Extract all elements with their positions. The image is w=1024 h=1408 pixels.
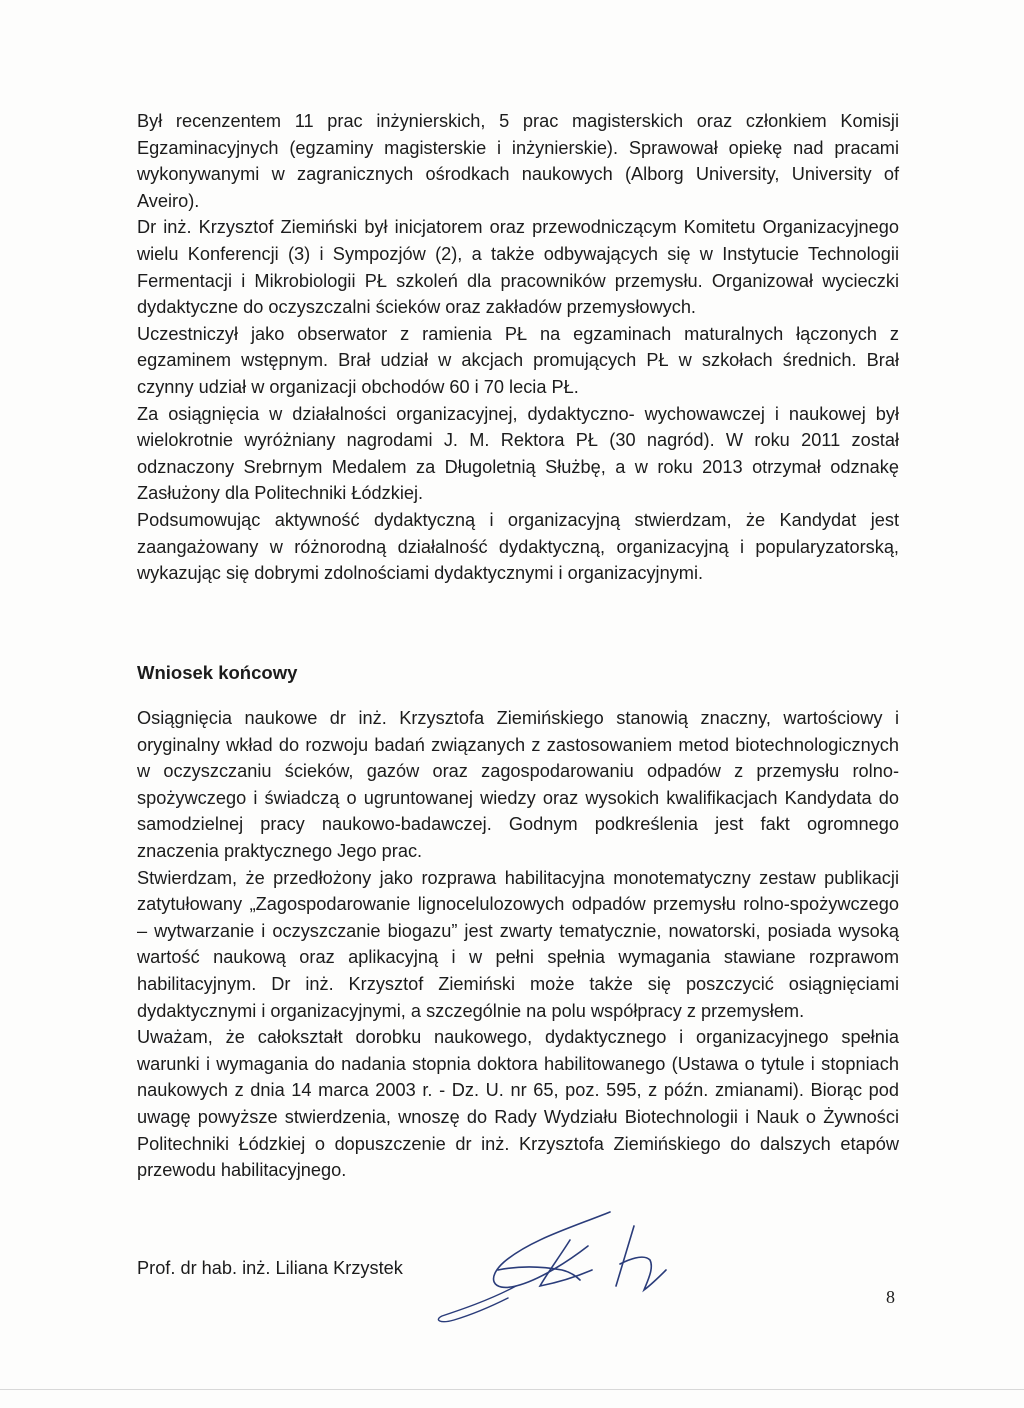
paragraph-awards: Za osiągnięcia w działalności organizacyjnej, dydaktyczno- wychowawczej i naukowej był wielokrotnie wyróżniany nagrodami J. M. Rektora PŁ (30 nagród). W roku 2011 został odznaczony Srebrnym Medalem za Długoletnią Służbę, a w roku 2013 otrzymał odznakę Zasłużony dla Politechniki Łódzkiej. <box>137 403 899 504</box>
paragraph-promotion-activity: Uczestniczył jako obserwator z ramienia PŁ na egzaminach maturalnych łączonych z egzaminem wstępnym. Brał udział w akcjach promujących PŁ w szkołach średnich. Brał czynny udział w organizacji obchodów 60 i 70 lecia PŁ. <box>137 323 899 397</box>
paragraph-scientific-achievements: Osiągnięcia naukowe dr inż. Krzysztofa Ziemińskiego stanowią znaczny, wartościowy i oryginalny wkład do rozwoju badań związanych z zastosowaniem metod biotechnologicznych w oczyszczaniu ścieków, gazów oraz zagospodarowaniu odpadów z przemysłu rolno-spożywczego i świadczą o ugruntowanej wiedzy oraz wysokich kwalifikacjach Kandydata do samodzielnej pracy naukowo-badawczej. Godnym podkreślenia jest fakt ogromnego znaczenia praktycznego Jego prac. <box>137 708 899 861</box>
conclusion-section <box>137 705 899 1184</box>
paragraph-summary: Podsumowując aktywność dydaktyczną i organizacyjną stwierdzam, że Kandydat jest zaangażowany w różnorodną działalność dydaktyczną, organizacyjną i popularyzatorską, wykazując się dobrymi zdolnościami dydaktycznymi i organizacyjnymi. <box>137 509 899 584</box>
paragraph-dissertation-assessment: Stwierdzam, że przedłożony jako rozprawa habilitacyjna monotematyczny zestaw publikacji zatytułowany „Zagospodarowanie lignocelulozowych odpadów przemysłu rolno-spożywczego – wytwarzanie i oczyszczanie biogazu” jest zwarty tematycznie, nowatorski, posiada wysoką wartość naukową oraz aplikacyjną i w pełni spełnia wymagania stawiane rozprawom habilitacyjnym. Dr inż. Krzysztof Ziemiński może także się poszczycić osiągnięciami dydaktycznymi i organizacyjnymi, a szczególnie na polu współpracy z przemysłem. <box>137 867 899 1021</box>
signatory-name: Prof. dr hab. inż. Liliana Krzystek <box>137 1258 403 1278</box>
scan-edge-line <box>0 1389 1024 1390</box>
paragraph-organizational-activity: Dr inż. Krzysztof Ziemiński był inicjatorem oraz przewodniczącym Komitetu Organizacyjnego wielu Konferencji (3) i Sympozjów (2), a także odbywających się w Instytucie Technologii Fermentacji i Mikrobiologii PŁ szkoleń dla pracowników przemysłu. Organizował wycieczki dydaktyczne do oczyszczalni ścieków oraz zakładów przemysłowych. <box>137 217 899 318</box>
page-number: 8 <box>886 1287 895 1307</box>
handwritten-signature <box>420 1200 700 1330</box>
section-heading-conclusion: Wniosek końcowy <box>137 662 298 683</box>
paragraph-final-motion: Uważam, że całokształt dorobku naukowego, dydaktycznego i organizacyjnego spełnia warunki i wymagania do nadania stopnia doktora habilitowanego (Ustawa o tytule i stopniach naukowych z dnia 14 marca 2003 r. - Dz. U. nr 65, poz. 595, z późn. zmianami). Biorąc pod uwagę powyższe stwierdzenia, wnoszę do Rady Wydziału Biotechnologii i Nauk o Żywności Politechniki Łódzkiej o dopuszczenie dr inż. Krzysztofa Ziemińskiego do dalszych etapów przewodu habilitacyjnego. <box>137 1027 899 1181</box>
body-text-section <box>137 108 899 587</box>
paragraph-reviewer-activity: Był recenzentem 11 prac inżynierskich, 5 prac magisterskich oraz członkiem Komisji Egzaminacyjnych (egzaminy magisterskie i inżynierskie). Sprawował opiekę nad pracami wykonywanymi w zagranicznych ośrodkach naukowych (Alborg University, University of Aveiro). <box>137 111 899 211</box>
